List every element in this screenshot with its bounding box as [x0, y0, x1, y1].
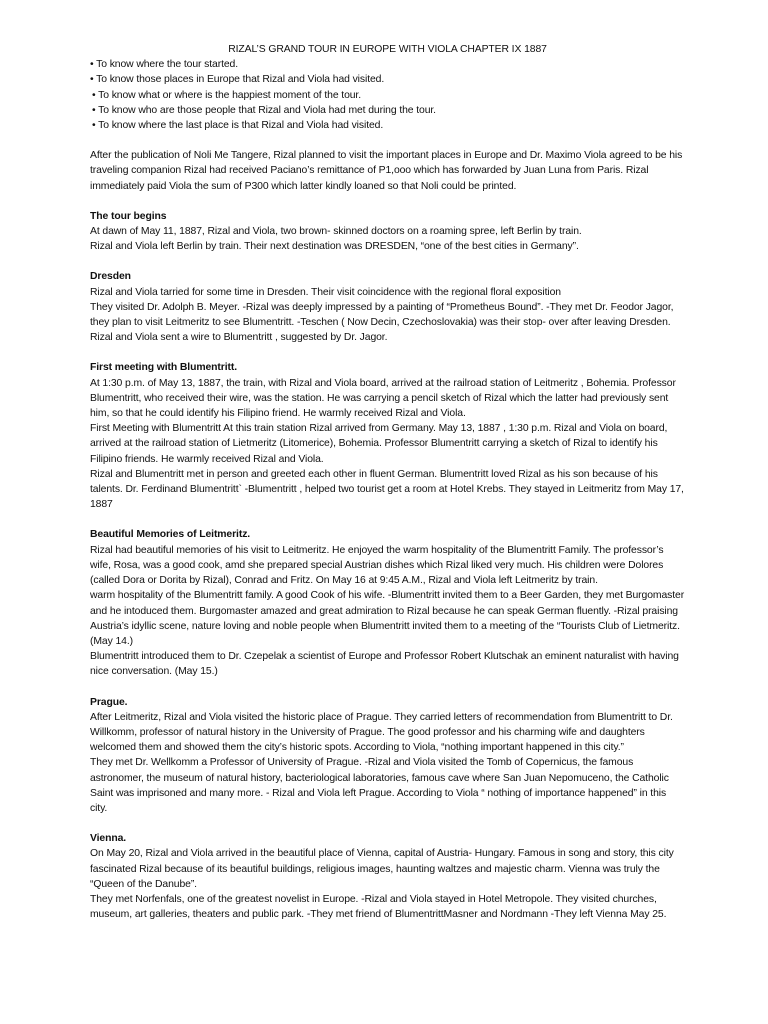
paragraph: warm hospitality of the Blumentritt family. A good Cook of his wife. -Blumentritt invited them to a Beer Garden, they met Burgomaster and he intoduced them. Burgomaster amazed and great admiration to Rizal because he can speak German fluently. -Rizal praising Austria’s idyllic scene, nature loving and noble people when Blumentritt invited them to a meeting of the “Tourists Club of Lietmeritz. (May 14.): [90, 590, 685, 647]
section-dresden: [90, 269, 685, 345]
objective-item: • To know those places in Europe that Rizal and Viola had visited.: [90, 74, 385, 86]
objective-item: • To know where the tour started.: [90, 59, 239, 71]
objectives-list: [90, 57, 685, 133]
section-first-meeting: [90, 360, 685, 512]
paragraph: Rizal and Viola left Berlin by train. Their next destination was DRESDEN, “one of the best cities in Germany”.: [90, 241, 579, 253]
objective-item: • To know where the last place is that Rizal and Viola had visited.: [92, 120, 384, 132]
section-prague: [90, 695, 685, 817]
section-leitmeritz-memories: [90, 527, 685, 679]
document-title: RIZAL’S GRAND TOUR IN EUROPE WITH VIOLA CHAPTER IX 1887: [228, 44, 547, 55]
paragraph: First Meeting with Blumentritt At this train station Rizal arrived from Germany. May 13, 1887 , 1:30 p.m. Rizal and Viola on board, arrived at the railroad station of Lietmeritz (Litomerice), Bohemia. Professor Blumentritt carrying a sketch of Rizal to identify his Filipino friends. He warmly received Rizal and Viola.: [90, 423, 668, 465]
objective-item: • To know who are those people that Rizal and Viola had met during the tour.: [92, 104, 436, 116]
section-tour-begins: [90, 209, 685, 255]
section-heading: First meeting with Blumentritt.: [90, 362, 237, 374]
section-vienna: [90, 831, 685, 922]
paragraph: Blumentritt introduced them to Dr. Czepelak a scientist of Europe and Professor Robert Klutschak an eminent naturalist with having nice conversation. (May 15.): [90, 651, 679, 678]
intro-section: [90, 148, 685, 194]
section-heading: Dresden: [90, 271, 131, 283]
paragraph: On May 20, Rizal and Viola arrived in the beautiful place of Vienna, capital of Austria- Hungary. Famous in song and story, this city fascinated Rizal because of its beautiful buildings, religious images, haunting waltzes and majestic charm. Vienna was truly the “Queen of the Danube”.: [90, 848, 674, 890]
document-page: [90, 42, 685, 922]
section-heading: The tour begins: [90, 210, 167, 222]
paragraph: They visited Dr. Adolph B. Meyer. -Rizal was deeply impressed by a painting of “Prometheus Bound”. -They met Dr. Feodor Jagor, they plan to visit Leitmeritz to see Blumentritt. -Teschen ( Now Decin, Czechoslovakia) was their stop- over after leaving Dresden. Rizal and Viola sent a wire to Blumentritt , suggested by Dr. Jagor.: [90, 301, 674, 344]
section-heading: Prague.: [90, 696, 128, 708]
section-heading: Beautiful Memories of Leitmeritz.: [90, 529, 251, 541]
paragraph: At dawn of May 11, 1887, Rizal and Viola, two brown- skinned doctors on a roaming spree, left Berlin by train.: [90, 226, 582, 238]
paragraph: Rizal had beautiful memories of his visit to Leitmeritz. He enjoyed the warm hospitality of the Blumentritt Family. The professor’s wife, Rosa, was a good cook, amd she prepared special Austrian dishes which Rizal liked very much. His children were Dolores (called Dora or Dorita by Rizal), Conrad and Fritz. On May 16 at 9:45 A.M., Rizal and Viola left Leitmeritz by train.: [90, 544, 664, 587]
paragraph: They met Norfenfals, one of the greatest novelist in Europe. -Rizal and Viola stayed in Hotel Metropole. They visited churches, museum, art galleries, theaters and public park. -They met friend of BlumentrittMasner and Nordmann -They left Vienna May 25.: [90, 893, 667, 921]
objective-item: • To know what or where is the happiest moment of the tour.: [92, 89, 362, 101]
paragraph: Rizal and Blumentritt met in person and greeted each other in fluent German. Blumentritt loved Rizal as his son because of his talents. Dr. Ferdinand Blumentritt` -Blumentritt , helped two tourist get a room at Hotel Krebs. They stayed in Leitmeritz from May 17, 1887: [90, 468, 684, 511]
paragraph: Rizal and Viola tarried for some time in Dresden. Their visit coincidence with the regional floral exposition: [90, 286, 561, 298]
paragraph: They met Dr. Wellkomm a Professor of University of Prague. -Rizal and Viola visited the Tomb of Copernicus, the famous astronomer, the museum of natural history, bacteriological laboratories, famous cave where San Juan Nepomuceno, the Catholic Saint was imprisoned and many more. - Rizal and Viola left Prague. According to Viola “ nothing of importance happened” in this city.: [90, 757, 669, 814]
intro-paragraph: After the publication of Noli Me Tangere, Rizal planned to visit the important places in Europe and Dr. Maximo Viola agreed to be his traveling companion Rizal had received Paciano’s remittance of P1,ooo which has forwarded by Juan Luna from Paris. Rizal immediately paid Viola the sum of P300 which latter kindly loaned so that Noli could be printed.: [90, 150, 683, 192]
paragraph: After Leitmeritz, Rizal and Viola visited the historic place of Prague. They carried letters of recommendation from Blumentritt to Dr. Willkomm, professor of natural history in the University of Prague. The good professor and his charming wife and daughters welcomed them and showed them the city’s historic spots. According to Viola, “nothing important happened in this city.”: [90, 711, 673, 754]
paragraph: At 1:30 p.m. of May 13, 1887, the train, with Rizal and Viola board, arrived at the railroad station of Leitmeritz , Bohemia. Professor Blumentritt, who received their wire, was the station. He was carrying a pencil sketch of Rizal which the latter had previously sent him, so that he could identify his Filipino friend. He warmly received Rizal and Viola.: [90, 377, 676, 420]
section-heading: Vienna.: [90, 833, 127, 845]
